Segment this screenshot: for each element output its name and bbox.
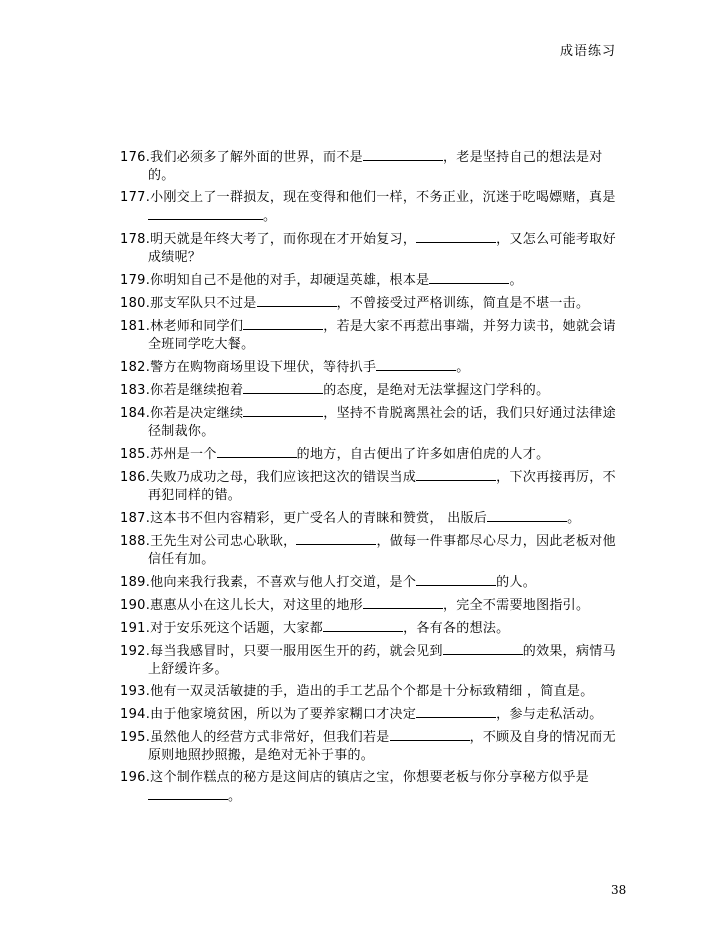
- exercise-item: 192.每当我感冒时，只要一服用医生开的药，就会见到 的效果，病情马上舒缓许多。: [120, 644, 616, 677]
- answer-blank[interactable]: [243, 381, 323, 394]
- answer-blank[interactable]: [257, 294, 337, 307]
- answer-blank[interactable]: [429, 271, 509, 284]
- answer-blank[interactable]: [363, 148, 443, 161]
- exercise-item: 196.这个制作糕点的秘方是这间店的镇店之宝，你想要老板与你分享秘方似乎是。: [120, 770, 590, 804]
- exercise-item: 188.王先生对公司忠心耿耿， ，做每一件事都尽心尽力，因此老板对他信任有加。: [120, 534, 616, 567]
- exercise-item: 190.惠惠从小在这儿长大，对这里的地形 ，完全不需要地图指引。: [120, 598, 590, 613]
- answer-blank[interactable]: [376, 358, 456, 371]
- exercise-item: 176.我们必须多了解外面的世界，而不是 ，老是坚持自己的想法是对的。: [120, 150, 603, 183]
- answer-blank[interactable]: [416, 573, 496, 586]
- answer-blank[interactable]: [243, 404, 323, 417]
- answer-blank[interactable]: [416, 230, 496, 243]
- exercise-item: 184.你若是决定继续 ，坚持不肯脱离黑社会的话，我们只好通过法律途径制裁你。: [120, 406, 616, 439]
- answer-blank[interactable]: [148, 207, 263, 220]
- answer-blank[interactable]: [243, 317, 323, 330]
- exercise-item: 193.他有一双灵活敏捷的手，造出的手工艺品个个都是十分标致精细 ，简直是。: [120, 684, 594, 699]
- exercise-item: 185.苏州是一个 的地方，自古便出了许多如唐伯虎的人才。: [120, 447, 550, 462]
- exercise-item: 181.林老师和同学们 ，若是大家不再惹出事端，并努力读书，她就会请全班同学吃大餐。: [120, 319, 616, 352]
- exercise-item: 187.这本书不但内容精彩，更广受名人的青睐和赞赏， 出版后 。: [120, 511, 581, 526]
- exercise-item: 183.你若是继续抱着 的态度，是绝对无法掌握这门学科的。: [120, 383, 550, 398]
- exercise-item: 191.对于安乐死这个话题，大家都 ，各有各的想法。: [120, 621, 510, 636]
- exercise-item: 179.你明知自己不是他的对手，却硬逞英雄，根本是 。: [120, 273, 523, 288]
- answer-blank[interactable]: [443, 642, 523, 655]
- page-number: 38: [611, 883, 627, 897]
- answer-blank[interactable]: [416, 468, 496, 481]
- exercise-list: [120, 148, 628, 810]
- exercise-item: 189.他向来我行我素，不喜欢与他人打交道，是个 的人。: [120, 575, 537, 590]
- answer-blank[interactable]: [323, 619, 403, 632]
- answer-blank[interactable]: [390, 728, 470, 741]
- exercise-item: 182.警方在购物商场里设下埋伏，等待扒手 。: [120, 360, 470, 375]
- answer-blank[interactable]: [363, 596, 443, 609]
- answer-blank[interactable]: [148, 787, 228, 800]
- exercise-item: 186.失败乃成功之母，我们应该把这次的错误当成 ，下次再接再厉，不再犯同样的错。: [120, 470, 616, 503]
- exercise-item: 178.明天就是年终大考了，而你现在才开始复习， ，又怎么可能考取好成绩呢？: [120, 232, 616, 265]
- answer-blank[interactable]: [296, 532, 376, 545]
- answer-blank[interactable]: [416, 705, 496, 718]
- answer-blank[interactable]: [487, 509, 567, 522]
- exercise-item: 177.小刚交上了一群损友，现在变得和他们一样，不务正业，沉迷于吃喝嫖赌，真是。: [120, 190, 616, 224]
- exercise-item: 180.那支军队只不过是 ，不曾接受过严格训练，简直是不堪一击。: [120, 296, 590, 311]
- answer-blank[interactable]: [217, 445, 297, 458]
- page-header: 成语练习: [559, 44, 616, 59]
- exercise-item: 194.由于他家境贫困，所以为了要养家糊口才决定 ，参与走私活动。: [120, 707, 603, 722]
- exercise-item: 195.虽然他人的经营方式非常好，但我们若是 ，不顾及自身的情况而无原则地照抄照搬，是绝对无补于事的。: [120, 730, 616, 763]
